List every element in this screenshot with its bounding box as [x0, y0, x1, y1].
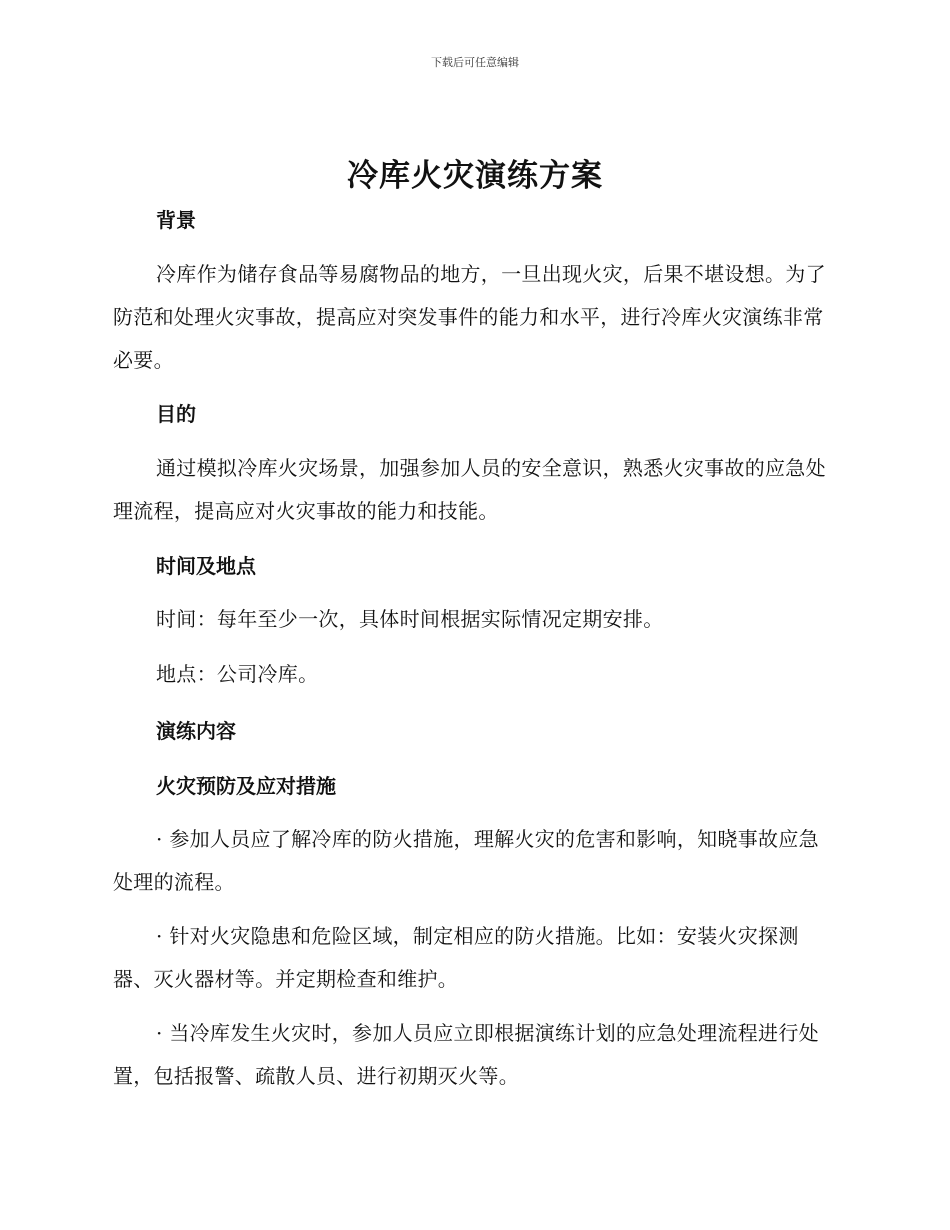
section-subheading-fire-prevention: 火灾预防及应对措施 — [156, 774, 336, 798]
paragraph-purpose: 通过模拟冷库火灾场景，加强参加人员的安全意识，熟悉火灾事故的应急处理流程，提高应对火灾事故的能力和技能。 — [113, 456, 826, 523]
section-purpose-heading-block — [113, 400, 835, 428]
paragraph-time: 时间：每年至少一次，具体时间根据实际情况定期安排。 — [156, 607, 664, 631]
section-background-body — [113, 253, 835, 382]
section-heading-content: 演练内容 — [156, 719, 236, 743]
bullet-text: · 当冷库发生火灾时，参加人员应立即根据演练计划的应急处理流程进行处置，包括报警、疏散人员、进行初期灭火等。 — [113, 1021, 819, 1088]
paragraph-background: 冷库作为储存食品等易腐物品的地方，一旦出现火灾，后果不堪设想。为了防范和处理火灾事故，提高应对突发事件的能力和水平，进行冷库火灾演练非常必要。 — [113, 262, 826, 372]
section-time-body — [113, 598, 835, 641]
bullet-text: · 参加人员应了解冷库的防火措施，理解火灾的危害和影响，知晓事故应急处理的流程。 — [113, 827, 819, 894]
document-title: 冷库火灾演练方案 — [347, 158, 603, 194]
section-background-heading-block — [113, 206, 835, 234]
section-content-subheading-block — [113, 772, 835, 800]
bullet-item-3 — [113, 1012, 835, 1098]
header-note: 下载后可任意编辑 — [431, 56, 519, 69]
paragraph-place: 地点：公司冷库。 — [156, 662, 319, 686]
bullet-item-1 — [113, 818, 835, 904]
section-purpose-body — [113, 447, 835, 533]
section-heading-purpose: 目的 — [156, 402, 196, 426]
bullet-item-2 — [113, 915, 835, 1001]
bullet-text: · 针对火灾隐患和危险区域，制定相应的防火措施。比如：安装火灾探测器、灭火器材等。并定期检查和维护。 — [113, 924, 799, 991]
section-time-place-heading-block — [113, 552, 835, 580]
section-place-body — [113, 653, 835, 696]
section-heading-time-place: 时间及地点 — [156, 554, 256, 578]
section-heading-background: 背景 — [156, 208, 196, 232]
section-content-heading-block — [113, 717, 835, 745]
